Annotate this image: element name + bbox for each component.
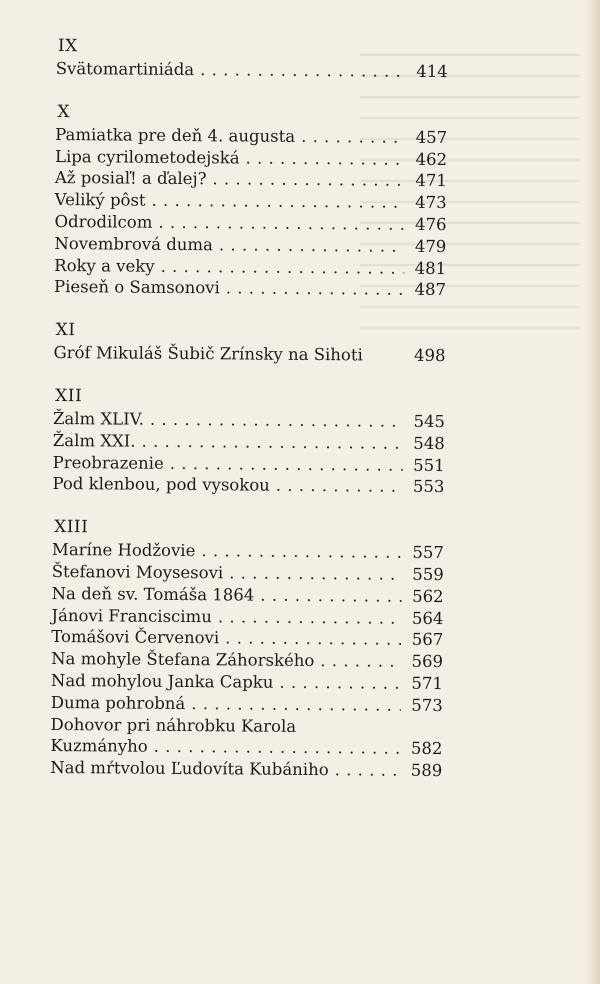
entry-title: Maríne Hodžovie [51, 540, 196, 561]
entry-title: Pieseň o Samsonovi [53, 277, 220, 298]
entry-page: 573 [411, 695, 443, 715]
leader-dots [158, 212, 404, 236]
entry-page: 479 [414, 236, 447, 256]
toc-entry [55, 124, 447, 149]
table-of-contents [50, 36, 448, 804]
section-number: X [57, 101, 71, 122]
leader-dots [212, 169, 405, 192]
toc-entry [53, 452, 445, 477]
entry-title: Kuzmányho [50, 736, 148, 757]
leader-dots [201, 540, 402, 563]
entry-page: 589 [410, 760, 443, 781]
section-number: IX [57, 36, 78, 57]
toc-entry [53, 430, 445, 455]
page-edge [586, 0, 600, 984]
entry-title: Až posiaľ! a ďalej? [54, 168, 207, 189]
entry-page: 498 [413, 345, 446, 366]
toc-entry [52, 539, 444, 564]
entry-title: Duma pohrobná [50, 692, 186, 713]
leader-dots [150, 409, 403, 433]
entry-page: 564 [411, 608, 444, 628]
leader-dots [152, 190, 405, 214]
toc-entry [54, 211, 446, 236]
toc-entry [53, 408, 445, 433]
section-ix [56, 36, 448, 83]
entry-title: Preobrazenie [52, 452, 164, 473]
leader-dots [191, 693, 401, 716]
section-number: XI [55, 320, 76, 341]
entry-title: Žalm XXI. [52, 430, 136, 451]
leader-dots [229, 562, 402, 585]
entry-page: 457 [415, 127, 448, 147]
toc-entry [51, 714, 443, 739]
entry-page: 569 [411, 651, 444, 672]
toc-entry [54, 233, 446, 258]
entry-page: 473 [415, 193, 447, 213]
entry-page: 571 [411, 673, 444, 693]
toc-entry [55, 167, 447, 192]
leader-dots [320, 650, 401, 672]
toc-entry [55, 189, 447, 214]
entry-title: Lipa cyrilometodejská [54, 146, 240, 168]
leader-dots [218, 606, 402, 629]
entry-page: 582 [410, 739, 443, 759]
entry-title: Odrodilcom [54, 211, 153, 232]
leader-dots [276, 475, 403, 498]
leader-dots [154, 736, 401, 760]
section-number: XII [55, 385, 83, 407]
leader-dots [225, 628, 401, 651]
entry-page: 559 [412, 564, 444, 585]
toc-entry [56, 58, 448, 83]
toc-entry [53, 342, 445, 367]
leader-dots [335, 759, 401, 781]
toc-entry [54, 276, 446, 301]
toc-entry [51, 626, 443, 651]
leader-dots [200, 59, 406, 82]
entry-title: Nad mohylou Janka Capku [50, 670, 274, 692]
entry-title: Nad mŕtvolou Ľudovíta Kubániho [50, 758, 329, 780]
entry-title: Roky a veky [54, 255, 155, 276]
toc-entry [51, 648, 443, 673]
entry-title: Žalm XLIV. [52, 408, 145, 429]
section-number: XIII [54, 517, 89, 538]
entry-page: 562 [412, 586, 444, 606]
section-xi [53, 320, 445, 367]
entry-page: 481 [414, 258, 447, 278]
entry-page: 414 [416, 61, 448, 82]
entry-page: 545 [413, 411, 446, 432]
entry-title: Svätomartiniáda [55, 58, 195, 80]
leader-dots [161, 255, 405, 279]
toc-entry [51, 605, 443, 630]
entry-page: 476 [414, 214, 447, 235]
toc-entry [50, 757, 442, 782]
toc-entry [51, 692, 443, 717]
entry-title: Pamiatka pre deň 4. augusta [55, 124, 296, 146]
entry-page: 553 [412, 477, 445, 497]
toc-entry [50, 735, 442, 760]
leader-dots [246, 147, 406, 170]
toc-entry [54, 255, 446, 280]
entry-page: 557 [412, 542, 445, 563]
entry-page: 471 [415, 171, 447, 191]
entry-title: Pod klenbou, pod vysokou [52, 474, 270, 496]
entry-title: Dohovor pri náhrobku Karola [50, 714, 297, 736]
toc-entry [52, 561, 444, 586]
toc-entry [55, 146, 447, 171]
entry-page: 551 [413, 455, 445, 475]
entry-title: Štefanovi Moysesovi [51, 561, 224, 583]
leader-dots [279, 672, 401, 695]
leader-dots [219, 234, 405, 257]
entry-title: Na mohyle Štefana Záhorského [51, 649, 315, 671]
entry-title: Jánovi Franciscimu [51, 605, 212, 626]
leader-dots [226, 278, 404, 301]
toc-entry [52, 473, 444, 498]
toc-entry [51, 670, 443, 695]
leader-dots [141, 430, 402, 454]
entry-title: Tomášovi Červenovi [51, 627, 220, 648]
entry-title: Veliký pôst [54, 190, 146, 210]
leader-dots [260, 584, 401, 607]
leader-dots [301, 126, 405, 149]
entry-title: Na deň sv. Tomáša 1864 [51, 583, 255, 605]
section-xii [52, 386, 445, 498]
entry-page: 487 [414, 280, 447, 300]
entry-title: Novembrová duma [54, 233, 214, 255]
entry-page: 462 [415, 149, 448, 169]
section-xiii [50, 517, 444, 782]
entry-title: Gróf Mikuláš Šubič Zrínsky na Sihoti [53, 343, 363, 365]
section-x [54, 102, 448, 301]
toc-entry [52, 583, 444, 608]
leader-dots [170, 452, 403, 476]
entry-page: 548 [413, 433, 445, 453]
entry-page: 567 [411, 630, 444, 650]
